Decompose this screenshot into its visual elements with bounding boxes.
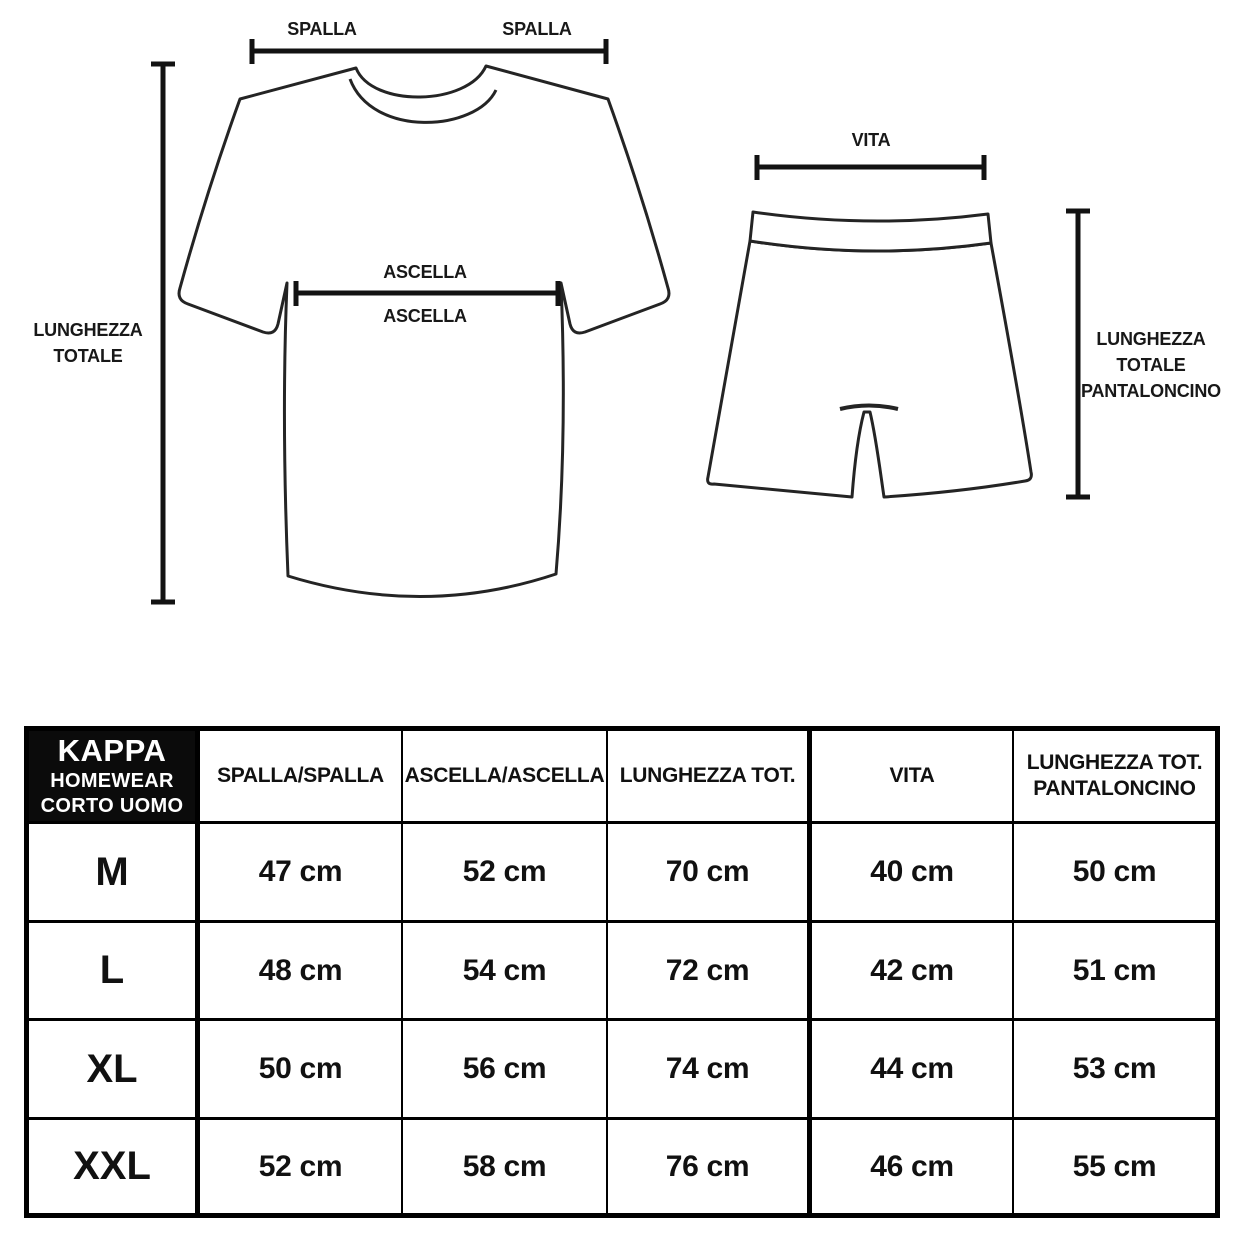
row-l-vita: 42 cm	[870, 953, 954, 987]
row-xl-lunghezza: 74 cm	[665, 1052, 750, 1085]
row-m-vita-cell	[812, 824, 1014, 923]
row-l-ascella-cell	[403, 923, 608, 1021]
row-xxl-vita: 46 cm	[870, 1149, 954, 1183]
row-xxl-vita-cell	[812, 1120, 1014, 1213]
row-m-pantaloncino-cell	[1014, 824, 1215, 923]
tshirt-outline-path	[179, 66, 669, 597]
row-m-vita: 40 cm	[870, 855, 954, 888]
row-l-lunghezza: 72 cm	[665, 953, 750, 987]
lunghezza-pantaloncino-line1: LUNGHEZZA	[1096, 329, 1206, 349]
row-m-spalla: 47 cm	[258, 855, 343, 888]
header-cell-vita	[812, 731, 1014, 824]
size-table	[24, 726, 1220, 1218]
shorts-waistband-path	[750, 212, 991, 251]
row-xl-size: XL	[86, 1046, 138, 1091]
row-l-pantaloncino-cell	[1014, 923, 1215, 1021]
row-xxl-ascella: 58 cm	[462, 1149, 547, 1183]
row-xxl-ascella-cell	[403, 1120, 608, 1213]
row-m-pantaloncino: 50 cm	[1072, 855, 1157, 888]
spalla-measure-line	[252, 39, 606, 64]
vita-measure-line	[757, 155, 984, 180]
header-lunghezza-text: LUNGHEZZA TOT.	[619, 764, 796, 787]
row-l-spalla-cell	[200, 923, 403, 1021]
row-l-spalla: 48 cm	[258, 953, 343, 987]
row-xl-pantaloncino: 53 cm	[1072, 1052, 1157, 1085]
ascella-bottom-text: ASCELLA	[383, 306, 467, 326]
brand-name: KAPPA	[57, 733, 167, 768]
brand-line2: HOMEWEAR	[50, 770, 174, 792]
lunghezza-pantaloncino-label	[1062, 326, 1240, 404]
header-cell-pantaloncino	[1014, 731, 1215, 824]
row-xxl-size-cell	[29, 1120, 200, 1213]
row-l-vita-cell	[812, 923, 1014, 1021]
header-pantaloncino-line2: PANTALONCINO	[1033, 777, 1196, 800]
header-cell-lunghezza	[608, 731, 812, 824]
row-xl-lunghezza-cell	[608, 1021, 812, 1120]
row-xl-pantaloncino-cell	[1014, 1021, 1215, 1120]
shorts-body-path	[708, 241, 1032, 497]
row-m-ascella-cell	[403, 824, 608, 923]
header-cell-spalla	[200, 731, 403, 824]
row-l-size: L	[99, 948, 125, 992]
row-l-lunghezza-cell	[608, 923, 812, 1021]
row-m-size: M	[95, 849, 129, 894]
table-brand-cell	[29, 731, 200, 824]
row-l-ascella: 54 cm	[462, 953, 547, 987]
row-m-size-cell	[29, 824, 200, 923]
shorts-drawing	[708, 212, 1032, 497]
spalla-left-label	[252, 16, 392, 42]
row-xxl-pantaloncino-cell	[1014, 1120, 1215, 1213]
lunghezza-totale-line2: TOTALE	[53, 346, 123, 366]
header-cell-ascella	[403, 731, 608, 824]
row-xl-ascella: 56 cm	[462, 1052, 547, 1085]
row-m-lunghezza-cell	[608, 824, 812, 923]
vita-text: VITA	[851, 130, 891, 150]
row-xxl-spalla: 52 cm	[258, 1149, 343, 1183]
spalla-right-text: SPALLA	[502, 19, 572, 39]
row-m-spalla-cell	[200, 824, 403, 923]
row-m-ascella: 52 cm	[462, 855, 547, 888]
lunghezza-totale-line1: LUNGHEZZA	[33, 320, 143, 340]
header-ascella-text: ASCELLA/ASCELLA	[404, 764, 605, 787]
lunghezza-totale-label	[17, 317, 159, 369]
row-l-pantaloncino: 51 cm	[1072, 953, 1157, 987]
tshirt-drawing	[179, 66, 669, 597]
row-xxl-pantaloncino: 55 cm	[1072, 1149, 1157, 1183]
row-xl-vita-cell	[812, 1021, 1014, 1120]
row-xl-vita: 44 cm	[870, 1052, 954, 1085]
row-l-size-cell	[29, 923, 200, 1021]
row-xxl-size: XXL	[73, 1144, 151, 1188]
row-xl-spalla: 50 cm	[258, 1052, 343, 1085]
vita-label	[801, 127, 941, 153]
row-xxl-lunghezza: 76 cm	[665, 1149, 750, 1183]
spalla-right-label	[467, 16, 607, 42]
ascella-bottom-label	[355, 303, 495, 329]
row-xl-ascella-cell	[403, 1021, 608, 1120]
header-vita-text: VITA	[889, 764, 935, 787]
lunghezza-pantaloncino-line3: PANTALONCINO	[1081, 381, 1221, 401]
lunghezza-pantaloncino-line2: TOTALE	[1116, 355, 1186, 375]
row-xl-spalla-cell	[200, 1021, 403, 1120]
row-xxl-spalla-cell	[200, 1120, 403, 1213]
row-xxl-lunghezza-cell	[608, 1120, 812, 1213]
ascella-top-label	[355, 259, 495, 285]
header-pantaloncino-line1: LUNGHEZZA TOT.	[1026, 751, 1203, 774]
brand-line3: CORTO UOMO	[40, 795, 184, 817]
ascella-top-text: ASCELLA	[383, 262, 467, 282]
header-spalla-text: SPALLA/SPALLA	[217, 764, 384, 787]
row-xl-size-cell	[29, 1021, 200, 1120]
row-m-lunghezza: 70 cm	[665, 855, 750, 888]
spalla-left-text: SPALLA	[287, 19, 357, 39]
